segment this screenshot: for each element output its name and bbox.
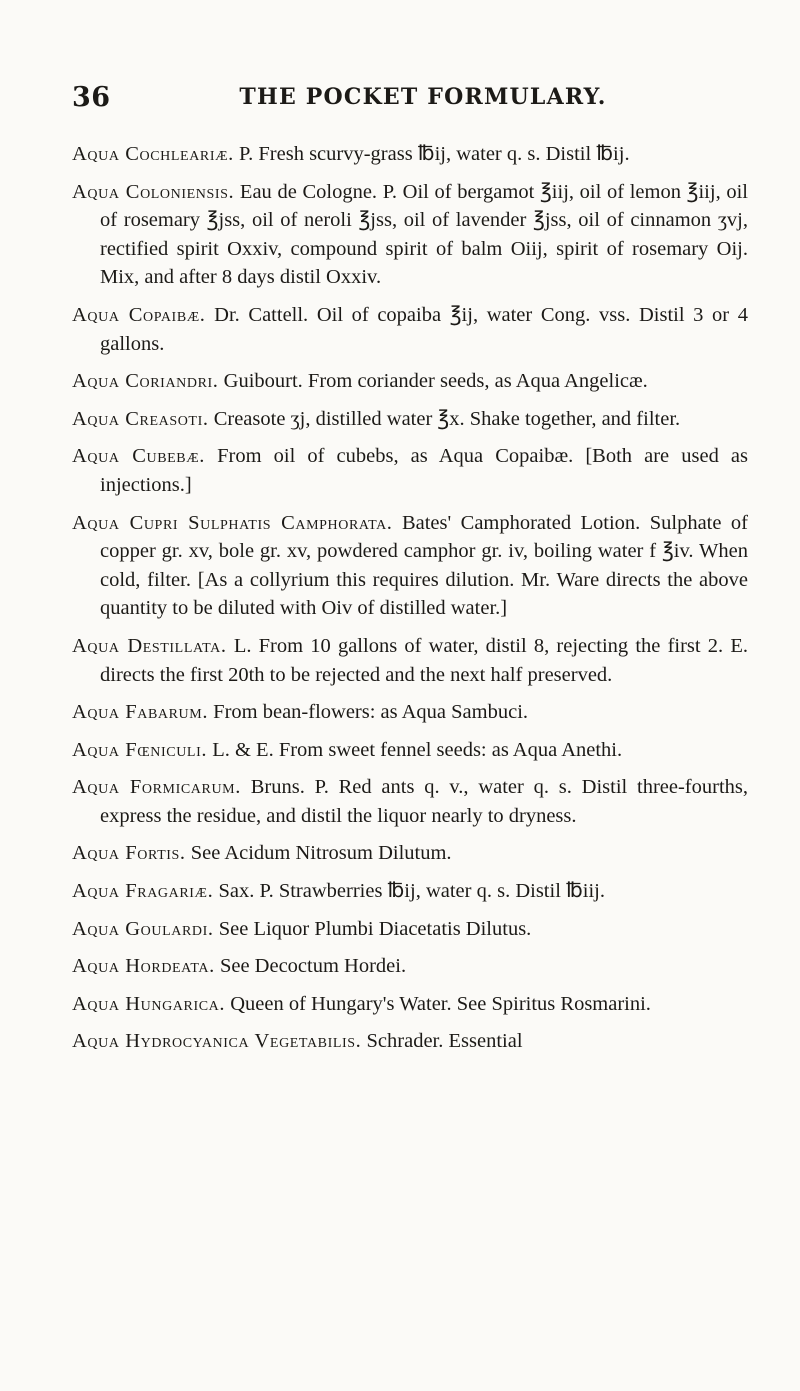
entry-text: See Liquor Plumbi Diacetatis Dilutus. — [213, 917, 532, 940]
entry-text: P. Fresh scurvy-grass ℔ij, water q. s. Distil ℔ij. — [233, 143, 630, 165]
formulary-entries — [72, 140, 748, 1066]
entry-aqua-coriandri — [72, 367, 748, 396]
entry-aqua-cupri-sulphatis — [72, 509, 748, 623]
entry-text: Queen of Hungary's Water. See Spiritus Rosmarini. — [225, 992, 651, 1015]
page-header — [72, 82, 748, 118]
entry-head: Aqua Coriandri. — [72, 370, 219, 393]
entry-text: From oil of cubebs, as Aqua Copaibæ. [Both are used as injections.] — [100, 445, 748, 496]
entry-aqua-formicarum — [72, 773, 748, 830]
entry-aqua-goulardi — [72, 915, 748, 944]
entry-aqua-coloniensis — [72, 178, 748, 292]
entry-head: Aqua Hordeata. — [72, 955, 215, 978]
entry-head: Aqua Hydrocyanica Vegetabilis. — [72, 1030, 362, 1053]
entry-text: Eau de Cologne. P. Oil of bergamot ℥iij, oil of lemon ℥iij, oil of rosemary ℥jss, oil of neroli ℥jss, oil of lavender ℥jss, oil of cinnamon ʒvj, rectified spirit Oxxiv, compound spirit of balm Oiij, spirit of rosemary Oij. Mix, and after 8 days distil Oxxiv. — [100, 180, 749, 289]
entry-head: Aqua Creasoti. — [72, 407, 209, 430]
entry-aqua-cochleariae — [72, 140, 748, 169]
entry-head: Aqua Hungarica. — [72, 992, 226, 1015]
entry-aqua-fortis — [72, 839, 748, 868]
entry-aqua-creasoti — [72, 405, 748, 434]
entry-head: Aqua Fragariæ. — [72, 880, 214, 903]
entry-aqua-hydrocyanica — [72, 1027, 748, 1057]
entry-text: From bean-flowers: as Aqua Sambuci. — [208, 701, 529, 724]
entry-text: See Decoctum Hordei. — [214, 955, 407, 978]
entry-head: Aqua Fœniculi. — [72, 738, 208, 761]
entry-text: L. From 10 gallons of water, distil 8, rejecting the first 2. E. directs the first 20th to be rejected and the next half preserved. — [100, 634, 748, 686]
entry-head: Aqua Cupri Sulphatis Camphorata. — [72, 511, 393, 534]
entry-head: Aqua Goulardi. — [72, 917, 214, 940]
entry-head: Aqua Cubebæ. — [72, 445, 206, 468]
entry-text: Dr. Cattell. Oil of copaiba ℥ij, water Cong. vss. Distil 3 or 4 gallons. — [100, 303, 748, 355]
entry-head: Aqua Cochleariæ. — [72, 143, 234, 165]
entry-aqua-foeniculi — [72, 736, 748, 765]
entry-aqua-fragariae — [72, 877, 748, 906]
entry-aqua-hordeata — [72, 952, 748, 981]
entry-aqua-copaibae — [72, 301, 748, 358]
entry-head: Aqua Formicarum. — [72, 776, 241, 799]
entry-text: Schrader. Essential — [361, 1030, 523, 1053]
entry-head: Aqua Copaibæ. — [72, 303, 206, 326]
entry-head: Aqua Fabarum. — [72, 701, 209, 724]
entry-head: Aqua Fortis. — [72, 842, 186, 865]
entry-head: Aqua Coloniensis. — [72, 180, 235, 203]
entry-text: Bruns. P. Red ants q. v., water q. s. Distil three-fourths, express the residue, and distil the liquor nearly to dryness. — [100, 776, 748, 827]
entry-aqua-cubebae — [72, 442, 748, 499]
entry-text: See Acidum Nitrosum Dilutum. — [185, 842, 452, 865]
running-head: THE POCKET FORMULARY. — [239, 84, 607, 110]
entry-head: Aqua Destillata. — [72, 634, 227, 657]
entry-text: Bates' Camphorated Lotion. Sulphate of copper gr. xv, bole gr. xv, powdered camphor gr. iv, boiling water f ℥iv. When cold, filter. [As a collyrium this requires dilution. Mr. Ware directs the above quantity to be diluted with Oiv of distilled water.] — [100, 511, 748, 620]
entry-aqua-hungarica — [72, 990, 748, 1019]
entry-text: Sax. P. Strawberries ℔ij, water q. s. Distil ℔iij. — [213, 880, 605, 903]
entry-aqua-destillata — [72, 632, 748, 689]
entry-aqua-fabarum — [72, 698, 748, 727]
entry-text: Guibourt. From coriander seeds, as Aqua Angelicæ. — [218, 370, 648, 393]
page-number: 36 — [72, 82, 111, 113]
entry-text: L. & E. From sweet fennel seeds: as Aqua Anethi. — [207, 738, 623, 761]
entry-text: Creasote ʒj, distilled water ℥x. Shake together, and filter. — [208, 407, 681, 430]
